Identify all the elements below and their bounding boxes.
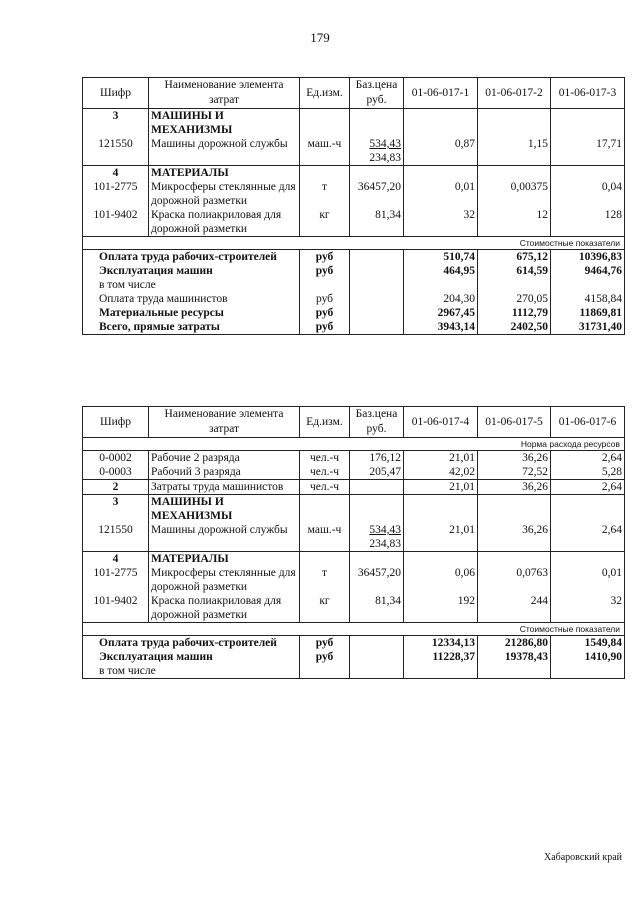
labor-row	[83, 451, 625, 466]
labor-row	[83, 465, 625, 480]
resource-row	[83, 594, 625, 623]
resource-code: 0-0002	[83, 451, 149, 466]
resource-unit: кг	[300, 594, 350, 623]
value-cell: 1549,84	[551, 636, 625, 651]
cost-row	[83, 650, 625, 664]
resource-price	[350, 137, 404, 166]
header-col: 01-06-017-6	[551, 407, 625, 438]
value-cell	[551, 278, 625, 292]
group-code: 4	[83, 552, 149, 567]
resource-row	[83, 137, 625, 166]
resource-name: Краска полиакриловая для дорожной разметки	[149, 208, 300, 237]
value-cell: 2967,45	[404, 306, 478, 320]
cost-name: Эксплуатация машин	[83, 264, 300, 278]
value-cell	[404, 664, 478, 679]
resource-unit: маш.-ч	[300, 137, 350, 166]
cost-row	[83, 250, 625, 265]
resource-name: Машины дорожной службы	[149, 137, 300, 166]
resource-price: 176,12	[350, 451, 404, 466]
section-band	[83, 623, 625, 636]
price-main: 534,43	[369, 138, 401, 150]
resource-unit: чел.-ч	[300, 465, 350, 480]
header-price: Баз.цена руб.	[350, 78, 404, 109]
resource-price	[350, 566, 404, 594]
value-cell: 0,00375	[478, 180, 551, 208]
value-cell: 32	[404, 208, 478, 237]
value-cell: 21,01	[404, 451, 478, 466]
page-number: 179	[310, 30, 330, 45]
resource-code: 0-0003	[83, 465, 149, 480]
region-footer: Хабаровский край	[544, 852, 622, 863]
cost-name: Оплата труда рабочих-строителей	[83, 636, 300, 651]
resource-code: 101-2775	[83, 566, 149, 594]
header-col: 01-06-017-2	[478, 78, 551, 109]
value-cell: 11869,81	[551, 306, 625, 320]
cost-row	[83, 264, 625, 278]
header-unit: Ед.изм.	[300, 78, 350, 109]
value-cell: 10396,83	[551, 250, 625, 265]
cost-table-1	[82, 77, 624, 335]
header-name: Наименование элемента затрат	[149, 78, 300, 109]
cost-row	[83, 664, 625, 679]
price-sub: 234,83	[369, 152, 401, 164]
resource-name: Рабочий 3 разряда	[149, 465, 300, 480]
cost-unit: руб	[300, 250, 350, 265]
group-code: 3	[83, 495, 149, 524]
value-cell: 12334,13	[404, 636, 478, 651]
group-code: 2	[83, 480, 149, 495]
value-cell: 2,64	[551, 451, 625, 466]
header-col: 01-06-017-5	[478, 407, 551, 438]
value-cell: 1112,79	[478, 306, 551, 320]
cost-unit	[300, 278, 350, 292]
cost-row	[83, 292, 625, 306]
resource-unit: чел.-ч	[300, 480, 350, 495]
value-cell: 2,64	[551, 480, 625, 495]
value-cell: 0,01	[404, 180, 478, 208]
value-cell: 192	[404, 594, 478, 623]
group-name: МАШИНЫ И МЕХАНИЗМЫ	[149, 495, 300, 524]
group-name: МАШИНЫ И МЕХАНИЗМЫ	[149, 109, 300, 138]
cost-unit: руб	[300, 636, 350, 651]
resource-name: Микросферы стеклянные для дорожной разметки	[149, 566, 300, 594]
cost-name: в том числе	[83, 664, 300, 679]
cost-name: Оплата труда машинистов	[83, 292, 300, 306]
value-cell: 2,64	[551, 523, 625, 552]
value-cell	[404, 278, 478, 292]
value-cell: 11228,37	[404, 650, 478, 664]
cost-name: Оплата труда рабочих-строителей	[83, 250, 300, 265]
header-unit: Ед.изм.	[300, 407, 350, 438]
group-code: 3	[83, 109, 149, 138]
price-main: 81,34	[375, 595, 401, 607]
value-cell	[551, 664, 625, 679]
value-cell: 0,04	[551, 180, 625, 208]
resource-price	[350, 523, 404, 552]
header-price: Баз.цена руб.	[350, 407, 404, 438]
group-row	[83, 552, 625, 567]
cost-unit: руб	[300, 306, 350, 320]
header-code: Шифр	[83, 407, 149, 438]
resource-unit: т	[300, 566, 350, 594]
cost-table-2	[82, 406, 624, 679]
price-main: 534,43	[369, 524, 401, 536]
value-cell: 32	[551, 594, 625, 623]
value-cell: 0,01	[551, 566, 625, 594]
value-cell: 2402,50	[478, 320, 551, 335]
value-cell: 128	[551, 208, 625, 237]
resource-name: Рабочие 2 разряда	[149, 451, 300, 466]
resource-price	[350, 180, 404, 208]
resource-price: 205,47	[350, 465, 404, 480]
value-cell: 21,01	[404, 480, 478, 495]
value-cell: 19378,43	[478, 650, 551, 664]
resource-row	[83, 208, 625, 237]
operators-row	[83, 480, 625, 495]
group-name: МАТЕРИАЛЫ	[149, 166, 300, 181]
value-cell: 270,05	[478, 292, 551, 306]
header-col: 01-06-017-1	[404, 78, 478, 109]
value-cell: 1410,90	[551, 650, 625, 664]
value-cell: 36,26	[478, 480, 551, 495]
group-row	[83, 495, 625, 524]
group-row	[83, 166, 625, 181]
value-cell: 17,71	[551, 137, 625, 166]
value-cell: 9464,76	[551, 264, 625, 278]
value-cell: 0,87	[404, 137, 478, 166]
value-cell: 675,12	[478, 250, 551, 265]
cost-unit: руб	[300, 292, 350, 306]
section-band-label: Стоимостные показатели	[83, 237, 625, 250]
value-cell: 244	[478, 594, 551, 623]
header-col: 01-06-017-4	[404, 407, 478, 438]
resource-price	[350, 594, 404, 623]
resource-name: Машины дорожной службы	[149, 523, 300, 552]
price-main: 81,34	[375, 209, 401, 221]
cost-unit	[300, 664, 350, 679]
value-cell: 72,52	[478, 465, 551, 480]
value-cell: 36,26	[478, 523, 551, 552]
resource-unit: кг	[300, 208, 350, 237]
resource-code: 101-2775	[83, 180, 149, 208]
section-band	[83, 438, 625, 451]
value-cell: 12	[478, 208, 551, 237]
value-cell: 5,28	[551, 465, 625, 480]
resource-name: Краска полиакриловая для дорожной разметки	[149, 594, 300, 623]
resource-row	[83, 566, 625, 594]
resource-row	[83, 523, 625, 552]
value-cell: 614,59	[478, 264, 551, 278]
price-sub: 234,83	[369, 538, 401, 550]
header-col: 01-06-017-3	[551, 78, 625, 109]
resource-unit: маш.-ч	[300, 523, 350, 552]
resource-code: 121550	[83, 523, 149, 552]
group-row	[83, 109, 625, 138]
value-cell: 31731,40	[551, 320, 625, 335]
value-cell: 1,15	[478, 137, 551, 166]
value-cell: 510,74	[404, 250, 478, 265]
cost-name: в том числе	[83, 278, 300, 292]
cost-unit: руб	[300, 320, 350, 335]
cost-name: Эксплуатация машин	[83, 650, 300, 664]
resource-unit: т	[300, 180, 350, 208]
cost-row	[83, 636, 625, 651]
value-cell: 21,01	[404, 523, 478, 552]
section-band-label: Норма расхода ресурсов	[83, 438, 625, 451]
value-cell: 3943,14	[404, 320, 478, 335]
group-name: МАТЕРИАЛЫ	[149, 552, 300, 567]
resource-code: 101-9402	[83, 208, 149, 237]
value-cell: 21286,80	[478, 636, 551, 651]
section-band-label: Стоимостные показатели	[83, 623, 625, 636]
value-cell: 0,0763	[478, 566, 551, 594]
cost-unit: руб	[300, 264, 350, 278]
cost-row	[83, 278, 625, 292]
value-cell: 464,95	[404, 264, 478, 278]
value-cell: 204,30	[404, 292, 478, 306]
price-main: 36457,20	[357, 567, 401, 579]
resource-name: Микросферы стеклянные для дорожной разметки	[149, 180, 300, 208]
cost-name: Всего, прямые затраты	[83, 320, 300, 335]
header-name: Наименование элемента затрат	[149, 407, 300, 438]
cost-name: Материальные ресурсы	[83, 306, 300, 320]
cost-unit: руб	[300, 650, 350, 664]
resource-row	[83, 180, 625, 208]
value-cell	[478, 664, 551, 679]
value-cell: 42,02	[404, 465, 478, 480]
resource-code: 101-9402	[83, 594, 149, 623]
header-code: Шифр	[83, 78, 149, 109]
price-main: 36457,20	[357, 181, 401, 193]
group-code: 4	[83, 166, 149, 181]
value-cell: 0,06	[404, 566, 478, 594]
cost-row	[83, 306, 625, 320]
value-cell: 4158,84	[551, 292, 625, 306]
resource-price	[350, 208, 404, 237]
resource-unit: чел.-ч	[300, 451, 350, 466]
value-cell: 36,26	[478, 451, 551, 466]
cost-row	[83, 320, 625, 335]
resource-name: Затраты труда машинистов	[149, 480, 300, 495]
value-cell	[478, 278, 551, 292]
section-band	[83, 237, 625, 250]
resource-code: 121550	[83, 137, 149, 166]
